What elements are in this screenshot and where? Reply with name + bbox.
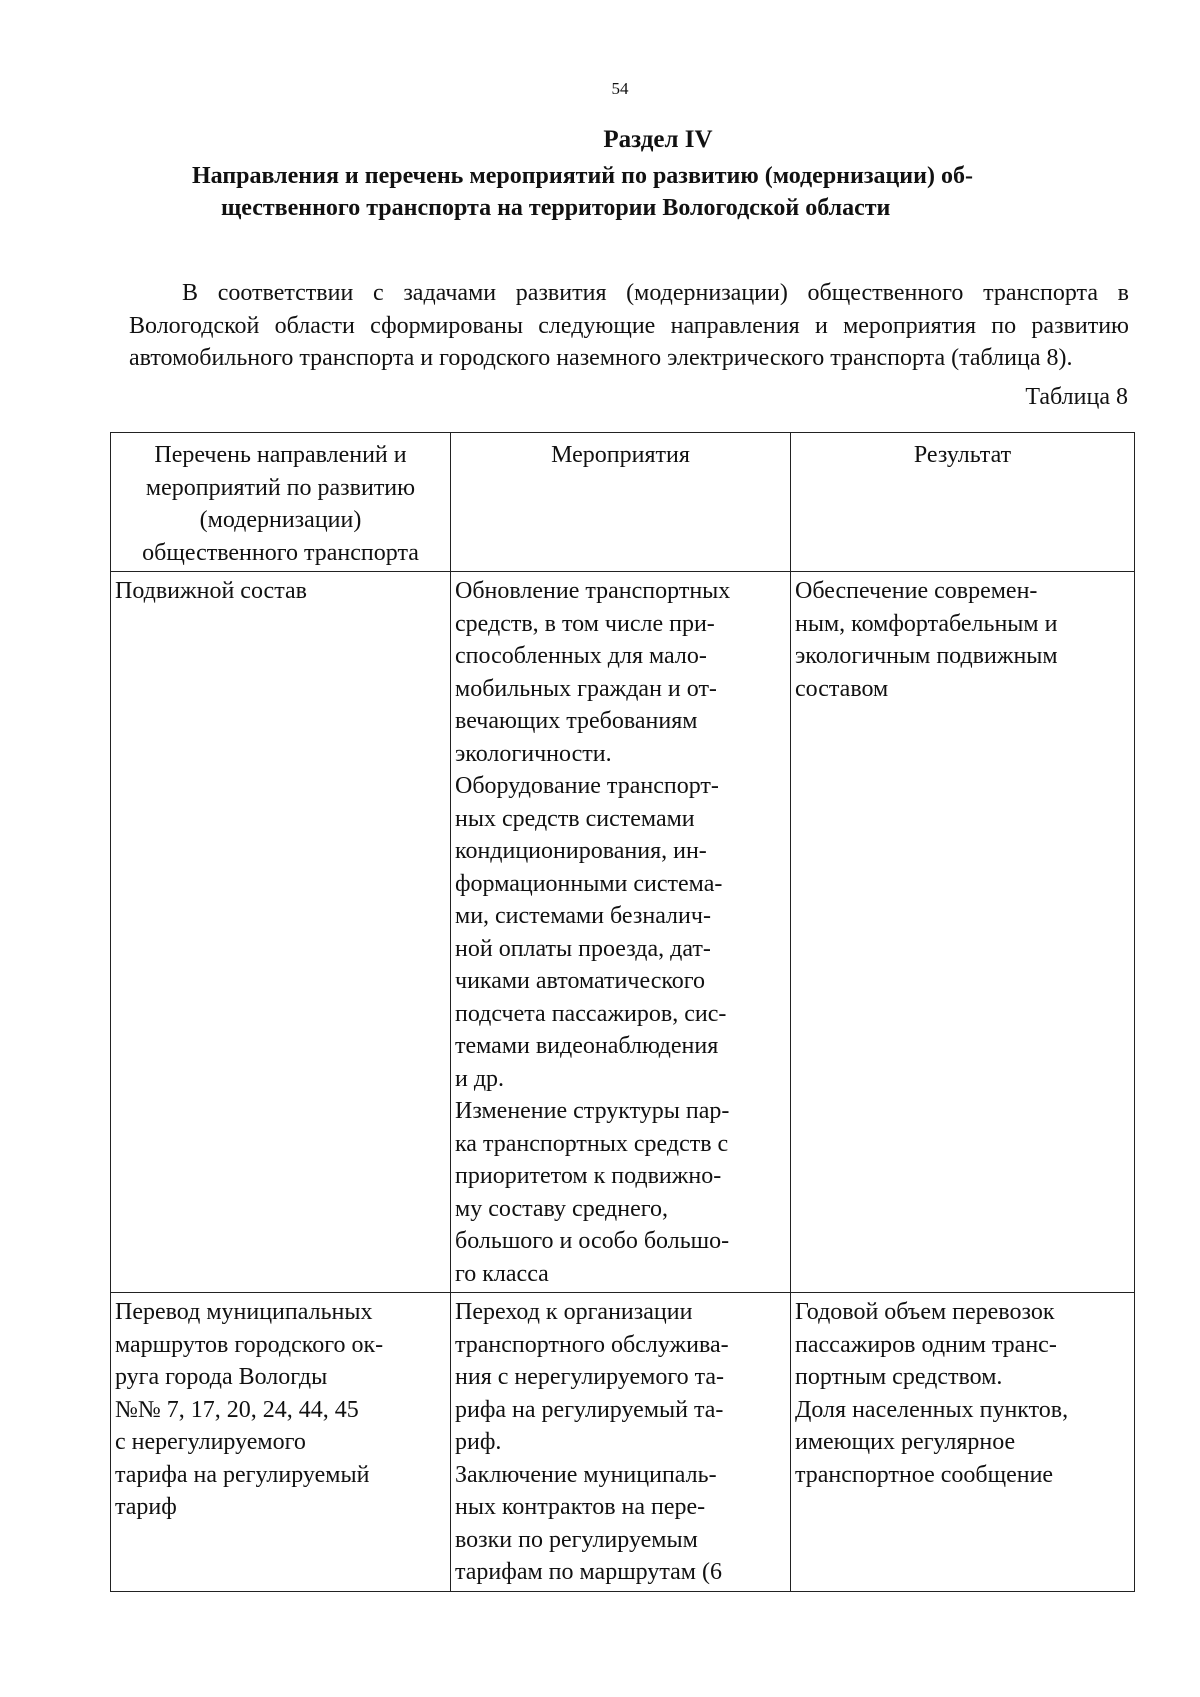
header-measures	[451, 433, 791, 572]
table-row	[111, 1293, 1135, 1592]
cell-line: имеющих регулярное	[795, 1429, 1016, 1455]
section-title: Раздел IV	[603, 126, 713, 153]
page-number: 54	[611, 79, 629, 98]
cell-line: рифа на регулируемый та-	[455, 1396, 724, 1423]
cell-line: средств, в том числе при-	[455, 610, 715, 637]
cell-line: пассажиров одним транс-	[795, 1331, 1057, 1358]
cell-line: ми, системами безналич-	[455, 903, 711, 929]
table-label: Таблица 8	[1025, 384, 1128, 410]
cell-line: Заключение муниципаль-	[455, 1461, 717, 1488]
document-heading	[192, 160, 1127, 224]
table-row	[111, 572, 1135, 1293]
cell-line: риф.	[455, 1429, 502, 1455]
cell-line: формационными система-	[455, 870, 723, 897]
cell-line: возки по регулируемым	[455, 1526, 698, 1553]
header-measures-label: Мероприятия	[551, 442, 690, 468]
row-2-result	[791, 1293, 1135, 1592]
cell-line: Доля населенных пунктов,	[795, 1396, 1069, 1423]
cell-line: ной оплаты проезда, дат-	[455, 935, 711, 962]
header-result	[791, 433, 1135, 572]
cell-line: ния с нерегулируемого та-	[455, 1364, 725, 1390]
header-directions-line: Перечень направлений и	[154, 442, 407, 468]
cell-line: и др.	[455, 1065, 505, 1092]
cell-line: транспортного обслужива-	[455, 1331, 729, 1358]
row-1-measures	[451, 572, 791, 1293]
cell-line: Обновление транспортных	[455, 578, 731, 604]
row-2-measures	[451, 1293, 791, 1592]
row-1-result	[791, 572, 1135, 1293]
cell-line: Подвижной состав	[115, 578, 307, 604]
header-directions-line: общественного транспорта	[142, 539, 419, 566]
cell-line: кондиционирования, ин-	[455, 838, 707, 864]
cell-line: ных средств системами	[455, 805, 695, 832]
cell-line: го класса	[455, 1260, 549, 1287]
heading-line-2: щественного транспорта на территории Вологодской области	[221, 195, 891, 221]
cell-line: тарифа на регулируемый	[115, 1461, 370, 1488]
header-result-label: Результат	[913, 442, 1012, 468]
cell-line: составом	[795, 675, 889, 702]
cell-line: №№ 7, 17, 20, 24, 44, 45	[115, 1396, 359, 1423]
row-2-direction	[111, 1293, 451, 1592]
cell-line: приоритетом к подвижно-	[455, 1163, 722, 1189]
table-header-row	[111, 433, 1135, 572]
cell-line: тариф	[115, 1494, 177, 1520]
cell-line: Изменение структуры пар-	[455, 1098, 730, 1124]
cell-line: маршрутов городского ок-	[115, 1331, 384, 1358]
cell-line: портным средством.	[795, 1364, 1003, 1390]
cell-line: экологичным подвижным	[795, 643, 1058, 669]
cell-line: Оборудование транспорт-	[455, 773, 719, 799]
cell-line: ных контрактов на пере-	[455, 1494, 706, 1520]
cell-line: подсчета пассажиров, сис-	[455, 1000, 727, 1027]
cell-line: ным, комфортабельным и	[795, 610, 1058, 637]
intro-paragraph: В соответствии с задачами развития (модернизации) общественного транспорта в Вологодской области сформированы следующие направления и мероприятия по развитию автомобильного транспорта и городского наземного электрического транспорта (таблица 8).	[129, 280, 1129, 372]
cell-line: ка транспортных средств с	[455, 1130, 729, 1157]
cell-line: большого и особо большо-	[455, 1228, 730, 1254]
cell-line: способленных для мало-	[455, 643, 707, 669]
cell-line: му составу среднего,	[455, 1195, 668, 1222]
cell-line: чиками автоматического	[455, 968, 706, 994]
header-directions-line: (модернизации)	[199, 507, 362, 533]
cell-line: руга города Вологды	[115, 1364, 328, 1390]
header-directions-line: мероприятий по развитию	[145, 474, 416, 501]
cell-line: вечающих требованиям	[455, 708, 698, 734]
cell-line: Обеспечение современ-	[795, 578, 1038, 604]
heading-line-1: Направления и перечень мероприятий по развитию (модернизации) об-	[192, 163, 973, 189]
cell-line: Перевод муниципальных	[115, 1299, 373, 1325]
cell-line: транспортное сообщение	[795, 1461, 1054, 1488]
cell-line: Переход к организации	[455, 1299, 693, 1325]
measures-table	[110, 432, 1135, 1592]
cell-line: экологичности.	[455, 740, 612, 767]
cell-line: Годовой объем перевозок	[795, 1299, 1055, 1325]
cell-line: мобильных граждан и от-	[455, 675, 717, 702]
cell-line: тарифам по маршрутам (6	[455, 1559, 722, 1585]
header-directions	[111, 433, 451, 572]
row-1-direction	[111, 572, 451, 1293]
cell-line: темами видеонаблюдения	[455, 1033, 719, 1059]
cell-line: с нерегулируемого	[115, 1429, 306, 1455]
